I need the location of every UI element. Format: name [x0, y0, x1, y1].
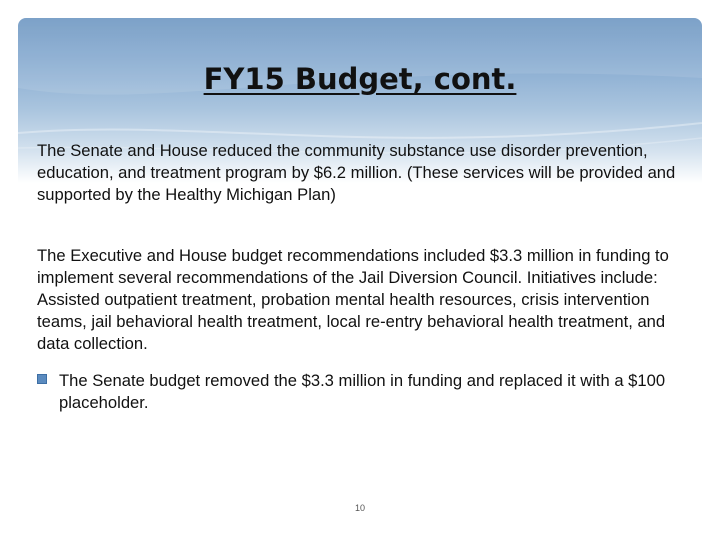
bullet-item	[37, 370, 687, 414]
square-bullet-icon	[37, 374, 47, 384]
slide-title: FY15 Budget, cont.	[203, 62, 517, 96]
bullet-text: The Senate budget removed the $3.3 million in funding and replaced it with a $100 placeholder.	[59, 371, 666, 412]
paragraph-jail-diversion: The Executive and House budget recommendations included $3.3 million in funding to implement several recommendations of the Jail Diversion Council. Initiatives include: Assisted outpatient treatment, probation mental health resources, crisis intervention teams, jail behavioral health treatment, local re-entry behavioral health treatment, and data collection.	[37, 246, 669, 353]
page-number: 10	[354, 503, 365, 513]
paragraph-senate-house-reduction: The Senate and House reduced the community substance use disorder prevention, education, and treatment program by $6.2 million. (These services will be provided and supported by the Healthy Michigan Plan)	[37, 141, 676, 204]
